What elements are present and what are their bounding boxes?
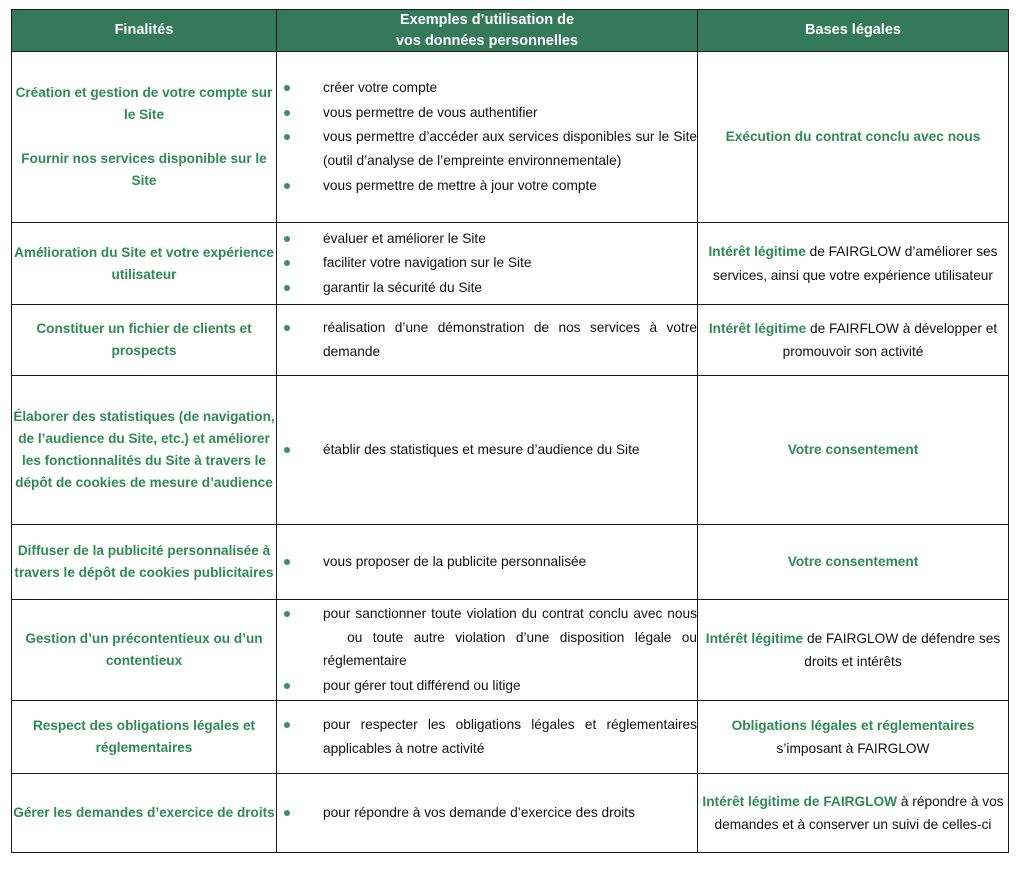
list-item-label: garantir la sécurité du Site — [323, 279, 483, 295]
list-item-label: pour sanctionner toute violation du contrat conclu avec nous ou toute autre violation d’une disposition légale ou réglementaire — [323, 606, 697, 669]
bullet-icon — [284, 85, 290, 91]
list-item — [277, 713, 697, 760]
list-item-label: pour respecter les obligations légales et réglementaires applicables à notre activité — [323, 717, 697, 756]
list-item — [277, 76, 697, 100]
list-item — [277, 276, 697, 300]
bullet-icon — [284, 810, 290, 816]
bullet-icon — [284, 447, 290, 453]
list-item — [277, 602, 697, 673]
purpose-text: Gérer les demandes d’exercice de droits — [13, 805, 275, 821]
bullet-icon — [284, 683, 290, 689]
list-item — [277, 125, 697, 172]
list-item — [277, 251, 697, 275]
bullet-icon — [284, 260, 290, 266]
legal-basis-text: de FAIRGLOW d’améliorer ses services, ainsi que votre expérience utilisateur — [713, 244, 998, 283]
list-item — [277, 316, 697, 363]
examples-list — [277, 550, 697, 574]
examples-list — [277, 713, 697, 760]
list-item-label: réalisation d’une démonstration de nos services à votre demande — [323, 320, 697, 359]
column-header-exemples-line-2: vos données personnelles — [395, 32, 579, 49]
column-header-bases-legales — [698, 10, 1009, 52]
purpose-text: Respect des obligations légales et réglementaires — [32, 718, 256, 756]
table-header-row — [12, 10, 1009, 52]
legal-basis-cell — [698, 223, 1009, 305]
table-row — [12, 525, 1009, 600]
list-item-label: vous proposer de la publicite personnalisée — [323, 553, 587, 569]
examples-cell — [277, 52, 698, 223]
table-row — [12, 223, 1009, 305]
legal-basis-emphasis: Intérêt légitime — [708, 244, 806, 260]
list-item-label: pour répondre à vos demande d’exercice des droits — [323, 804, 635, 820]
bullet-icon — [284, 285, 290, 291]
list-item-label: pour gérer tout différend ou litige — [323, 677, 521, 693]
bullet-icon — [284, 183, 290, 189]
examples-list — [277, 801, 697, 825]
table-header — [12, 10, 1009, 52]
purpose-cell — [12, 52, 277, 223]
examples-cell — [277, 223, 698, 305]
bullet-icon — [284, 110, 290, 116]
legal-basis-text: de FAIRGLOW de défendre ses droits et intérêts — [803, 630, 1001, 670]
bullet-icon — [284, 236, 290, 242]
list-item — [277, 550, 697, 574]
bullet-icon — [284, 134, 290, 140]
purpose-text: Fournir nos services disponible sur le Site — [21, 151, 267, 189]
purpose-text: Gestion d’un précontentieux ou d’un contentieux — [25, 631, 263, 669]
purpose-cell — [12, 600, 277, 701]
purpose-cell — [12, 305, 277, 376]
list-item — [277, 438, 697, 462]
list-item — [277, 174, 697, 198]
table-row — [12, 52, 1009, 223]
examples-cell — [277, 305, 698, 376]
list-item-label: faciliter votre navigation sur le Site — [323, 255, 532, 271]
purpose-text: Constituer un fichier de clients et prospects — [36, 321, 252, 359]
privacy-purposes-table — [11, 9, 1009, 853]
table-row — [12, 305, 1009, 376]
table-row — [12, 701, 1009, 774]
legal-basis-text: s’imposant à FAIRGLOW — [776, 741, 930, 757]
examples-cell — [277, 701, 698, 774]
purpose-cell — [12, 525, 277, 600]
list-item — [277, 674, 697, 698]
purpose-text: Diffuser de la publicité personnalisée à travers le dépôt de cookies publicitaires — [14, 543, 274, 581]
legal-basis-cell — [698, 376, 1009, 525]
examples-list — [277, 438, 697, 462]
legal-basis-text: de FAIRFLOW à développer et promouvoir son activité — [782, 320, 998, 360]
list-item-label: vous permettre de mettre à jour votre compte — [323, 177, 597, 193]
legal-basis-cell — [698, 701, 1009, 774]
examples-cell — [277, 376, 698, 525]
purpose-cell — [12, 701, 277, 774]
bullet-icon — [284, 559, 290, 565]
legal-basis-cell — [698, 52, 1009, 223]
legal-basis-text: à répondre à vos demandes et à conserver un suivi de celles-ci — [714, 793, 1004, 833]
examples-cell — [277, 525, 698, 600]
legal-basis-text: Votre consentement — [787, 554, 919, 570]
table-body — [12, 52, 1009, 853]
list-item-label: établir des statistiques et mesure d’audience du Site — [323, 441, 640, 457]
column-header-exemples — [277, 10, 698, 52]
table-row — [12, 600, 1009, 701]
column-header-finalites-line-1: Finalités — [114, 22, 174, 39]
examples-list — [277, 76, 697, 197]
column-header-finalites — [12, 10, 277, 52]
examples-cell — [277, 600, 698, 701]
table-row — [12, 376, 1009, 525]
bullet-icon — [284, 722, 290, 728]
purpose-text: Amélioration du Site et votre expérience utilisateur — [14, 244, 274, 282]
column-header-exemples-line-1: Exemples d’utilisation de — [399, 12, 575, 28]
list-item-label: créer votre compte — [323, 80, 438, 96]
purpose-cell — [12, 774, 277, 853]
purpose-text: Élaborer des statistiques (de navigation, de l’audience du Site, etc.) et améliorer les fonctionnalités du Site à travers le dépôt de cookies de mesure d’audience — [13, 408, 275, 491]
purpose-cell — [12, 223, 277, 305]
legal-basis-text: Exécution du contrat conclu avec nous — [725, 129, 981, 145]
column-header-bases-legales-line-1: Bases légales — [805, 22, 901, 39]
list-item — [277, 801, 697, 825]
legal-basis-emphasis: Intérêt légitime — [705, 630, 804, 646]
examples-list — [277, 602, 697, 697]
purpose-text: Création et gestion de votre compte sur le Site — [15, 84, 273, 122]
legal-basis-cell — [698, 525, 1009, 600]
legal-basis-cell — [698, 774, 1009, 853]
legal-basis-cell — [698, 305, 1009, 376]
legal-basis-cell — [698, 600, 1009, 701]
purpose-cell — [12, 376, 277, 525]
bullet-icon — [284, 611, 290, 617]
examples-list — [277, 316, 697, 363]
table-row — [12, 774, 1009, 853]
list-item-label: vous permettre de vous authentifier — [323, 104, 538, 120]
list-item — [277, 101, 697, 125]
legal-basis-emphasis: Obligations légales et réglementaires — [731, 717, 975, 733]
legal-basis-text: Votre consentement — [787, 442, 919, 458]
list-item-label: évaluer et améliorer le Site — [323, 230, 486, 246]
list-item — [277, 227, 697, 251]
examples-list — [277, 227, 697, 300]
legal-basis-emphasis: Intérêt légitime — [708, 320, 807, 336]
examples-cell — [277, 774, 698, 853]
list-item-label: vous permettre d’accéder aux services disponibles sur le Site (outil d’analyse de l’empreinte environnementale) — [323, 129, 697, 168]
bullet-icon — [284, 325, 290, 331]
purpose-spacer — [12, 126, 276, 148]
legal-basis-emphasis: Intérêt légitime de FAIRGLOW — [702, 793, 898, 809]
